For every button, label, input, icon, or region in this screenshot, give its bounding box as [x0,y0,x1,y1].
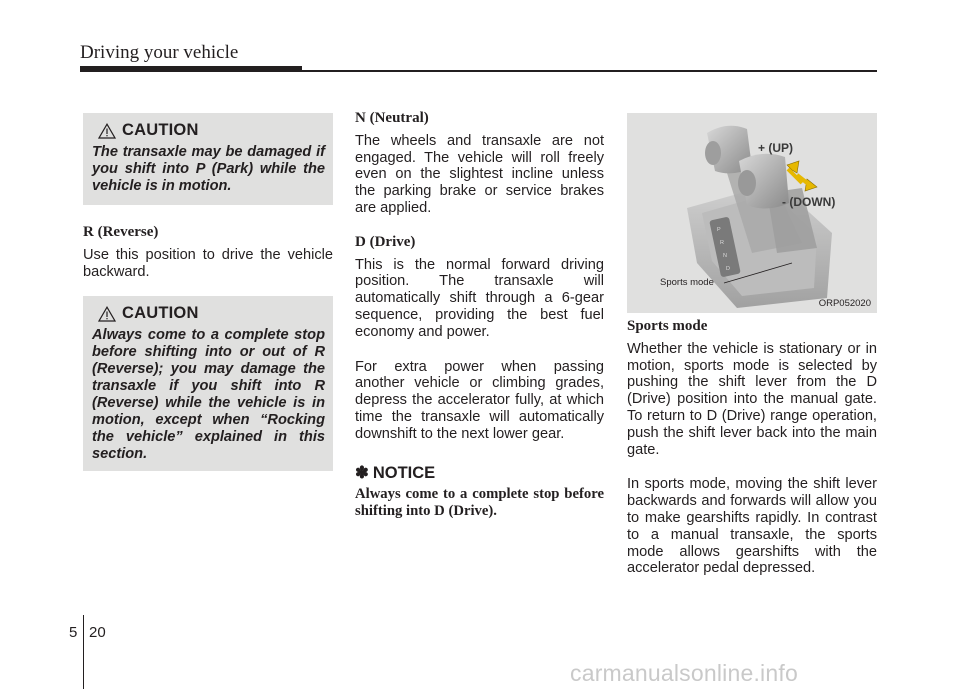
drive-extra-text: For extra power when passing another vehicle or climbing grades, depress the accelerator fully, at which time the transaxle will automatically downshift to the next lower gear. [355,358,604,442]
page-header-title: Driving your vehicle [80,42,239,63]
warning-triangle-icon [98,123,116,139]
drive-text: This is the normal forward driving position. The transaxle will automatically shift through a 6-gear sequence, providing the best fuel economy and power. [355,256,604,340]
svg-text:D: D [726,266,730,272]
header-bar [80,66,302,72]
svg-text:R: R [720,240,724,246]
header-rule [300,70,877,72]
caution-header [98,121,325,140]
neutral-heading: N (Neutral) [355,110,429,126]
sports-text: Whether the vehicle is stationary or in motion, sports mode is selected by pushing the shift lever from the D (Drive) position into the manual gate. To return to D (Drive) range operation, push the shift lever back into the main gate. [627,340,877,458]
page-number: 20 [89,624,106,641]
watermark: carmanualsonline.info [570,660,798,686]
reverse-heading: R (Reverse) [83,224,159,240]
caution-title: CAUTION [122,121,199,139]
reverse-text: Use this position to drive the vehicle backward. [83,246,333,280]
notice-symbol-icon: ✽ [355,463,369,482]
sports-section [627,318,877,577]
caution-box-park [83,113,333,205]
caution-text: Always come to a complete stop before shifting into or out of R (Reverse); you may damage the transaxle if you shift into R (Reverse) while the vehicle is in motion, except when “Rocking the vehicle” explained in this section. [92,327,325,462]
caution-box-reverse [83,296,333,471]
reverse-section [83,224,333,280]
caution-title: CAUTION [122,304,199,322]
footer-divider [83,615,84,689]
sports-extra-text: In sports mode, moving the shift lever backwards and forwards will allow you to make gearshifts rapidly. In contrast to a manual transaxle, the sports mode allows gearshifts with the accelerator pedal depressed. [627,476,877,577]
shift-lever-figure [627,113,877,313]
caution-text: The transaxle may be damaged if you shift into P (Park) while the vehicle is in motion. [92,144,325,194]
warning-triangle-icon [98,306,116,322]
caution-header [98,304,325,323]
sports-heading: Sports mode [627,318,708,334]
middle-column [355,110,604,520]
notice-header [355,465,604,482]
neutral-text: The wheels and transaxle are not engaged. The vehicle will roll freely even on the slightest incline unless the parking brake or service brakes are applied. [355,132,604,216]
svg-text:N: N [723,253,727,259]
notice-text: Always come to a complete stop before shifting into D (Drive). [355,486,604,520]
down-label: - (DOWN) [782,195,836,209]
chapter-number: 5 [69,624,78,641]
drive-heading: D (Drive) [355,233,416,250]
sports-mode-label: Sports mode [660,277,714,288]
svg-text:P: P [717,227,721,233]
figure-code: ORP052020 [818,298,871,309]
notice-title: NOTICE [372,463,436,482]
up-label: + (UP) [758,141,794,155]
